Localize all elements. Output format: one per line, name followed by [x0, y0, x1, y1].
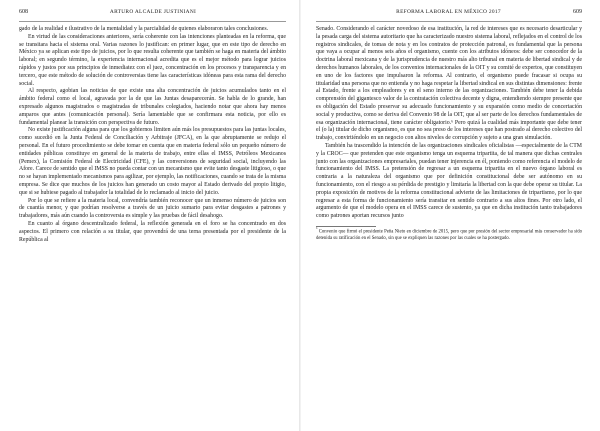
paragraph: No existe justificación alguna para que los gobiernos limiten aún más los presupuestos para las juntas locales, como sucedió en la Junta Federal de Conciliación y Arbitraje (JFCA), en la que abruptamente se redujo el personal. En el futuro procedimiento se debe tomar en cuenta que en materia federal sólo un pequeño número de entidades públicas constituye en general de la materia de trabajo, entre ellas el IMSS, Petróleos Mexicanos (Pemex), la Comisión Federal de Electricidad (CFE), y las conversiones de seguridad social, incluyendo las Afore. Carece de sentido que el IMSS no pueda contar con un mecanismo que evite tanto desgaste litigioso, o que no se hayan implementado mecanismos para agilizar, por ejemplo, las notificaciones, cuando se trata de la misma empresa. Se dice que muchos de los juicios han generado un costo mayor al Estado derivado del propio litigio, que si se hubiese pagado al trabajador la totalidad de lo reclamado al inicio del juicio. — [19, 127, 286, 196]
footnote — [316, 225, 582, 242]
right-running-head: REFORMA LABORAL EN MÉXICO 2017 — [396, 9, 501, 15]
paragraph: Por lo que se refiere a la materia local, convendría también reconocer que un inmenso número de juicios son de cuantía menor, y que podrían resolverse a través de un juicio sumario para evitar desgastes a patrones y trabajadores, más aún cuando la controversia es simple y las pruebas de fácil desahogo. — [19, 197, 286, 220]
paragraph: En cuanto al órgano descentralizado federal, la reflexión generada en el foro se ha concentrado en dos aspectos. El primero con relación a su titular, que provendrá de una terna presentada por el presidente de la República al — [19, 220, 286, 243]
right-page — [300, 0, 600, 431]
right-page-number: 609 — [572, 9, 582, 15]
paragraph: También ha trascendido la intención de las organizaciones sindicales oficialistas —especialmente de la CTM y la CROC— que pretenden que este organismo tenga un esquema tripartita, de tal manera que dichas centrales junto con las organizaciones empresariales, puedan tener injerencia en él, poniendo como referencia el modelo de funcionamiento del IMSS. La pretensión de regresar a un esquema tripartita en el nuevo órgano laboral es contraria a la naturaleza del organismo que por definición constitucional debe ser autónomo en su funcionamiento, con el riesgo a su pérdida de prestigio y limitaría la libertad con la que debe operar su titular. La propia exposición de motivos de la reforma constitucional advierte de las limitaciones de tripartismo, por lo que regresar a esta forma de funcionamiento sería transitar en sentido contrario a sus altos fines. Por otro lado, el argumento de que el modelo opera en el IMSS carece de sustento, ya que en dicha institución tanto trabajadores como patrones aportan recursos junto — [316, 142, 582, 220]
left-page-number: 608 — [19, 9, 28, 15]
paragraph: Senado. Considerando el carácter novedoso de esa institución, la red de intereses que es necesario desarticular y la pesada carga del sistema autoritario que ha caracterizado nuestro sistema laboral, reflejados en el control de los registros sindicales, de tomas de nota y en los contratos de protección patronal, es fundamental que la persona que vaya a ocupar al menos seis años el organismo, cuente con los atributos idóneos: debe ser conocedor de la doctrina laboral mexicana y de la jurisprudencia de nuestro más alto tribunal en materia de libertad sindical y de derechos humanos laborales, de los convenios internacionales de la OIT y su comité de expertos, que constituyen en uno de los factores que impulsaron la reforma. Al contrario, el organismo puede fracasar si ocupa su titularidad una persona que no entienda y no haga respetar la libertad sindical en sus distintas dimensiones: frente al Estado, frente a los empleadores y en el seno interno de las organizaciones. También debe tener la debida comprensión del gigantesco valor de la contratación colectiva decente y digna, entendiendo siempre presente que es obligación del Estado preservar su adecuado funcionamiento y su expansión como medio de concertación social y productiva, como se deriva del Convenio 98 de la OIT, que al ser parte de los derechos fundamentales de esa organización internacional, tiene carácter obligatorio.⁶ Pero quizá la cualidad más importante que debe tener el (o la) titular de dicho organismo, es que no sea preso de los intereses que han postrado al derecho colectivo del trabajo, convirtiéndolo en un negocio con altos niveles de corrupción y sujeto a una gran simulación. — [316, 26, 582, 142]
left-running-head: ARTURO ALCALDE JUSTINIANI — [109, 9, 197, 15]
footnote-text: Convenio que firmó el presidente Peña Nieto en diciembre de 2015, pero que por presión del sector empresarial más conservador ha sido detenida su ratificación en el Senado, sin que se expliquen las razones por las cuales se ha postergado. — [316, 229, 582, 241]
left-page-body — [19, 26, 286, 244]
footnote-separator — [316, 226, 376, 227]
left-page-header — [19, 9, 286, 22]
paragraph: gado de la realidad e ilustrativo de la mentalidad y la parcialidad de quienes elaboraron tales conclusiones. — [19, 26, 269, 32]
footnote-marker: ⁶ — [316, 225, 318, 231]
right-page-body — [316, 26, 582, 221]
paragraph: En virtud de las consideraciones anteriores, sería coherente con las intenciones planteadas en la reforma, que se transitara hacia el sistema oral. Varias razones lo justifican: en primer lugar, que en este tipo de derecho en México ya se aplican este tipo de juicios, por lo que resulta coherente que también se haga en materia del ámbito laboral; en segundo término, la experiencia internacional acredita que es el mejor método para lograr juicios rápidos y justos por sus principios de inmediatez con el juez, concentración en los procesos y transparencia y en tercero, que este método de solución de controversias tiene las características idóneas para esta rama del derecho social. — [19, 33, 286, 87]
paragraph: Al respecto, agobian las noticias de que existe una alta concentración de juicios acumulados tanto en el ámbito federal como el local, agravada por la de que las Juntas desaparecerán. Se habla de lo grande, han expresado algunos magistrados o magistradas de tribunales colegiados, haciendo notar que ahora hay menos amparos que antes (comunicación personal). Sería lamentable que se confirmara esta noticia, por ello es fundamental planear la transición con perspectiva de futuro. — [19, 88, 286, 126]
right-page-header — [316, 9, 582, 22]
